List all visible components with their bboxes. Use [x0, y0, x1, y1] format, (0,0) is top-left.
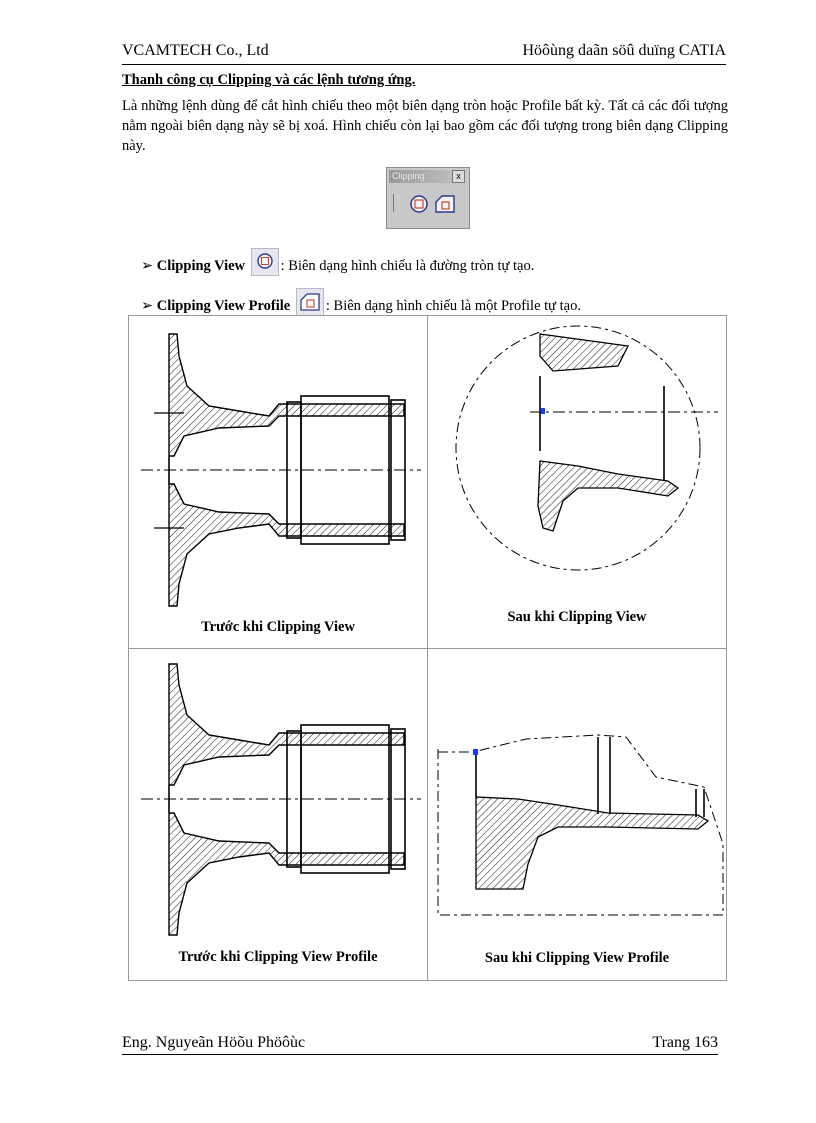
figure-before-clipping-view-profile — [129, 649, 428, 981]
bullet-desc: : Biên dạng hình chiếu là một Profile tự tạo. — [325, 298, 581, 314]
bullet-name: Clipping View Profile — [156, 298, 291, 314]
bullet-clipping-view — [141, 248, 534, 276]
section-title: Thanh công cụ Clipping và các lệnh tương ứng. — [122, 72, 416, 88]
figure-before-clipping-view — [129, 316, 428, 649]
caption-after-clipping-view: Sau khi Clipping View — [507, 609, 647, 625]
header-guide-title: Höôùng daãn söû duïng CATIA — [522, 42, 726, 59]
caption-after-clipping-view-profile: Sau khi Clipping View Profile — [484, 950, 670, 966]
footer-author: Eng. Nguyeãn Höõu Phöôùc — [122, 1034, 306, 1051]
blue-marker — [541, 408, 545, 414]
figure-grid — [128, 315, 727, 981]
drawing-before-clipping-view-profile — [129, 649, 425, 980]
clipping-view-icon[interactable] — [251, 248, 279, 276]
blue-marker — [473, 749, 478, 755]
footer-page-number: Trang 163 — [652, 1034, 718, 1051]
toolbar-clipping-view-profile-button[interactable] — [433, 192, 457, 216]
toolbar-clipping-view-button[interactable] — [407, 192, 431, 216]
toolbar-title: Clipping — [389, 170, 453, 183]
drawing-after-clipping-view-profile — [428, 649, 730, 980]
toolbar-grip[interactable] — [393, 194, 394, 212]
clipping-view-profile-icon[interactable] — [296, 288, 324, 316]
clipping-toolbar — [386, 167, 470, 229]
bullet-marker: ➢ — [141, 298, 154, 314]
page-header — [122, 38, 726, 65]
figure-after-clipping-view-profile — [428, 649, 727, 981]
header-company: VCAMTECH Co., Ltd — [122, 42, 269, 59]
drawing-after-clipping-view — [428, 316, 730, 648]
page-footer — [122, 1032, 718, 1055]
drawing-before-clipping-view — [129, 316, 425, 648]
intro-paragraph: Là những lệnh dùng để cắt hình chiếu theo một biên dạng tròn hoặc Profile bất kỳ. Tất cả các đối tượng nằm ngoài biên dạng này sẽ bị xoá. Hình chiếu còn lại bao gồm các đối tượng trong biên dạng Clipping này. — [122, 98, 728, 154]
bullet-name: Clipping View — [156, 258, 246, 274]
caption-before-clipping-view: Trước khi Clipping View — [201, 619, 355, 635]
clipping-view-icon — [407, 192, 431, 216]
figure-after-clipping-view — [428, 316, 727, 649]
bullet-clipping-view-profile — [141, 288, 581, 316]
bullet-marker: ➢ — [141, 258, 154, 274]
toolbar-close-button[interactable]: x — [452, 170, 465, 183]
clipping-view-profile-icon — [433, 192, 457, 216]
bullet-desc: : Biên dạng hình chiếu là đường tròn tự tạo. — [280, 258, 535, 274]
caption-before-clipping-view-profile: Trước khi Clipping View Profile — [178, 949, 378, 965]
